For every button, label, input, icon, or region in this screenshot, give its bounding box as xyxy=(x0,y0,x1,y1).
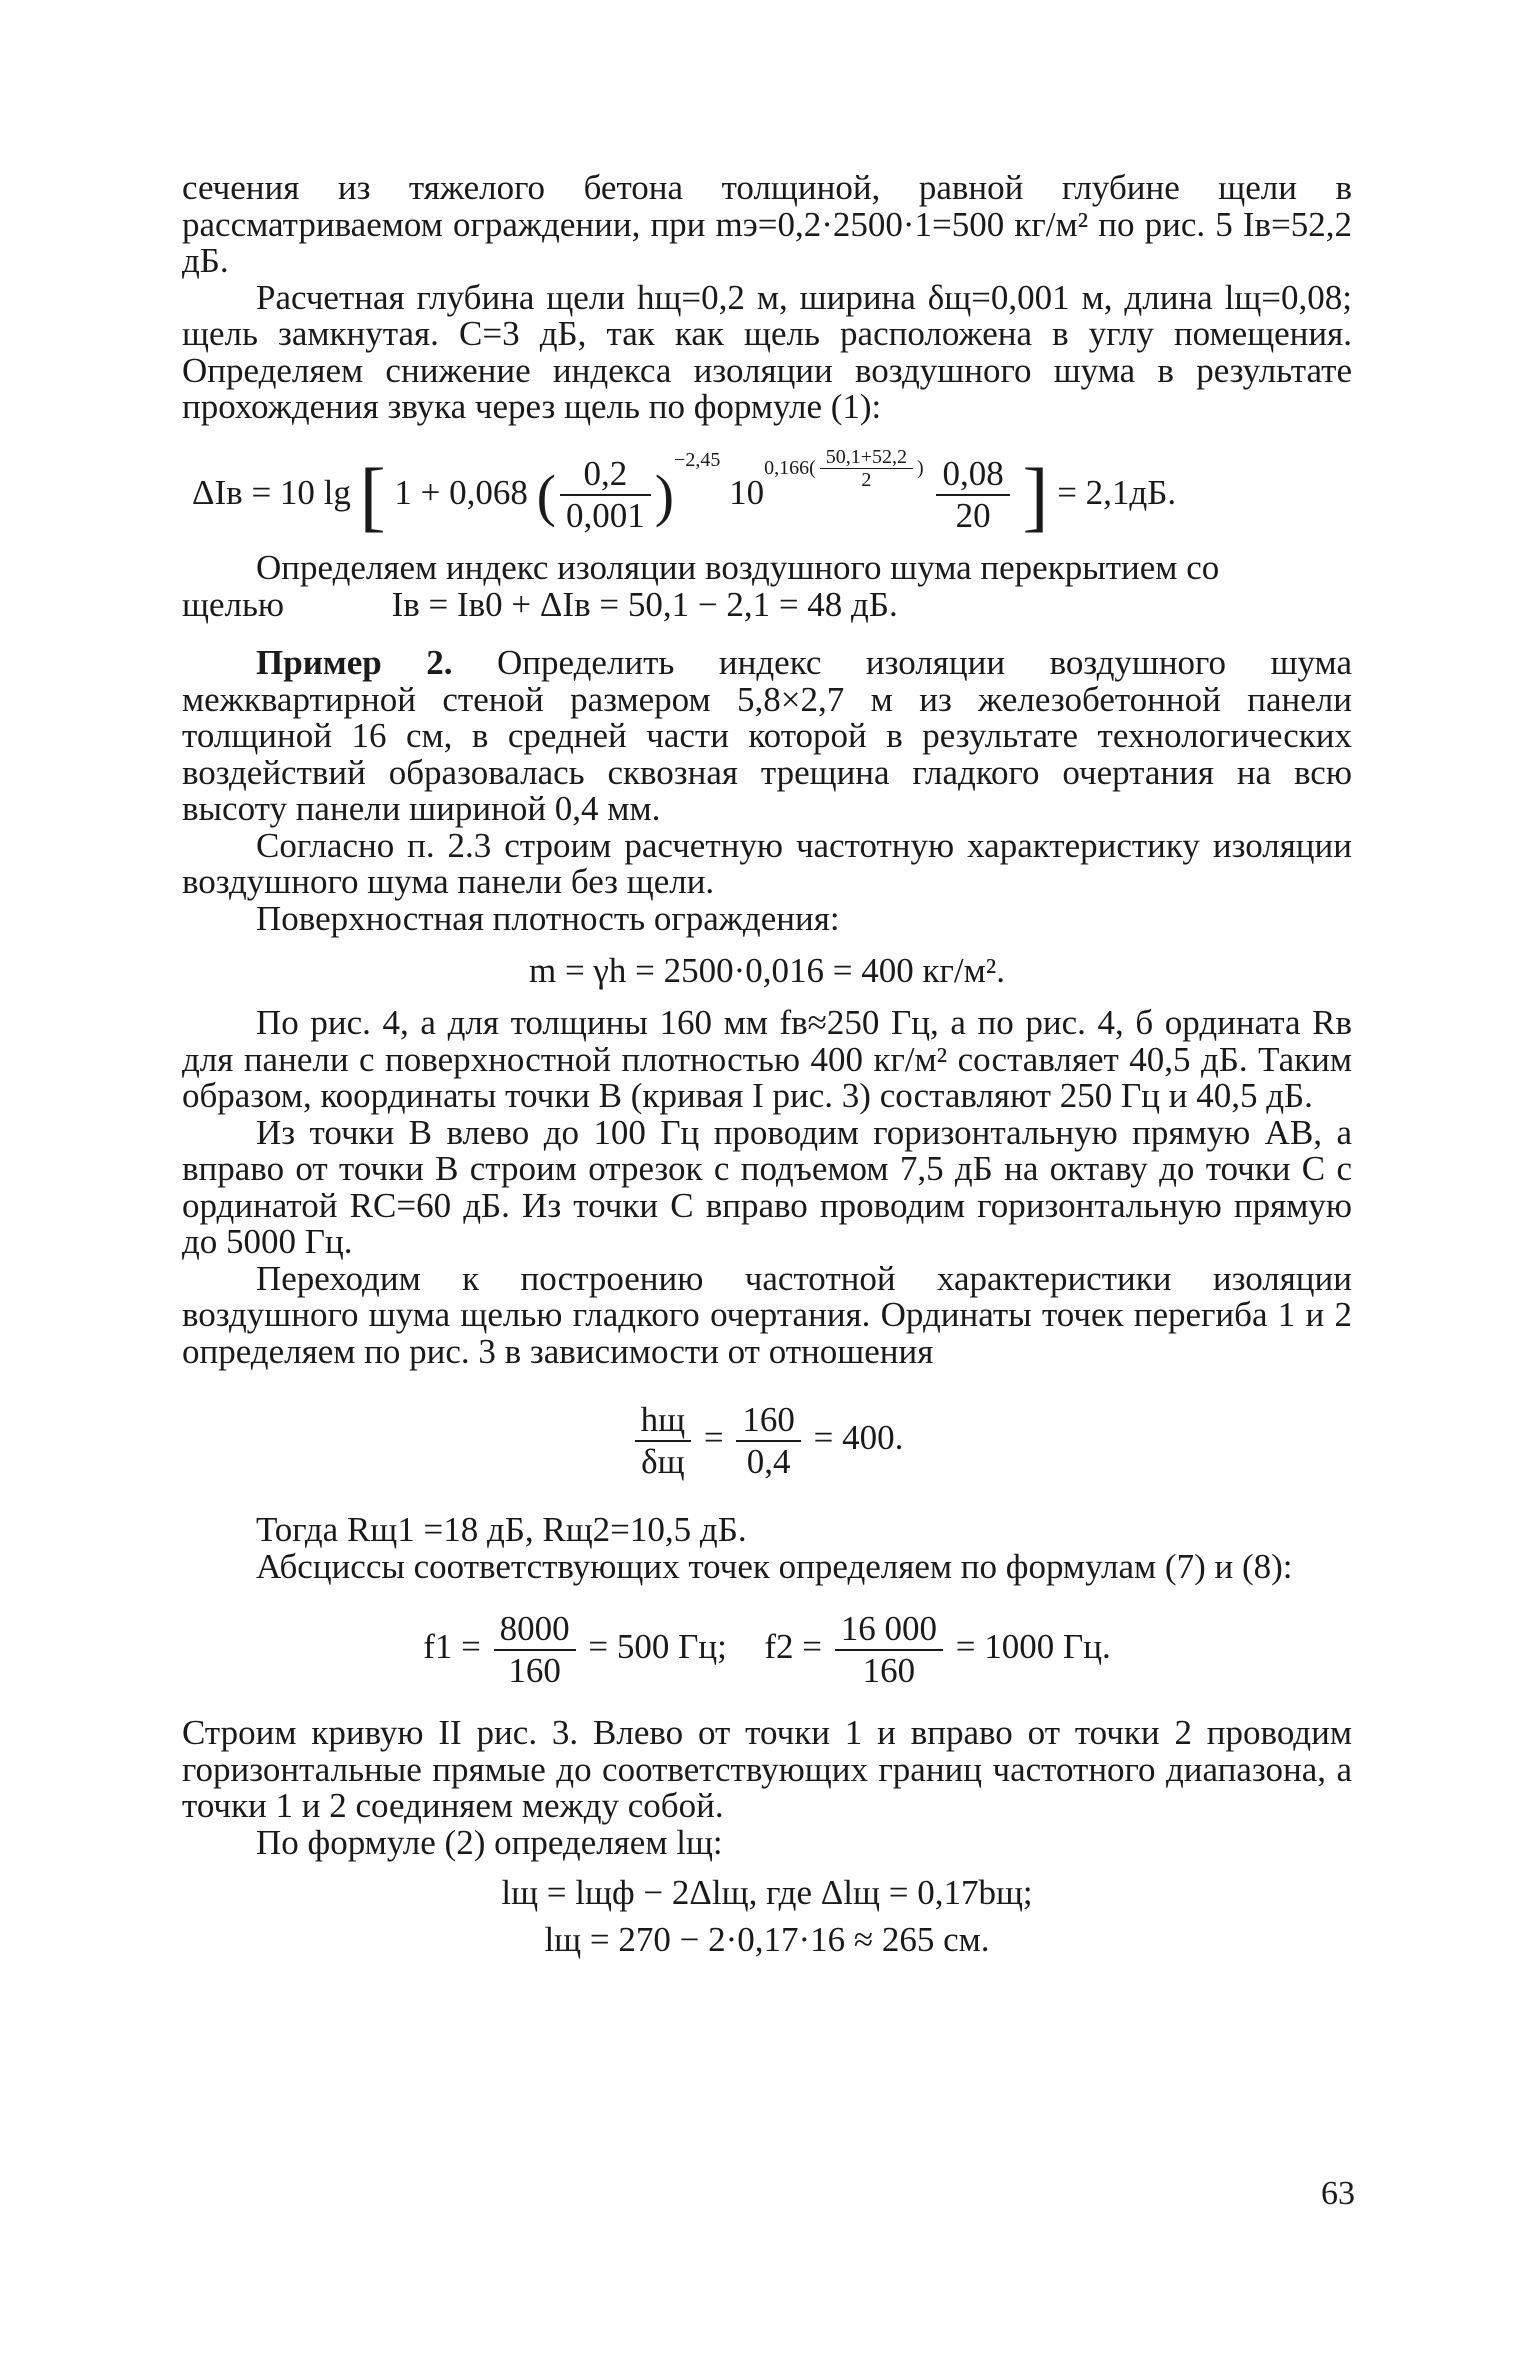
paragraph-7: По рис. 4, а для толщины 160 мм fв≈250 Гц, а по рис. 4, б ордината Rв для панели с поверхностной плотностью 400 кг/м² составляет 40,5 дБ. Таким образом, координаты точки B (кривая I рис. 3) составляют 250 Гц и 40,5 дБ. xyxy=(182,1003,1352,1116)
paragraph-11: Абсциссы соответствующих точек определяем по формулам (7) и (8): xyxy=(256,1546,1293,1586)
page-number: 63 xyxy=(1321,2175,1355,2212)
formula-2: m = γh = 2500·0,016 = 400 кг/м². xyxy=(528,951,1006,991)
paragraph-4: Пример 2. Определить индекс изоляции воздушного шума межквартирной стеной размером 5,8×2,7 м из железобетонной панели толщиной 16 см, в средней части которой в результате технологических воздействий образовалась сквозная трещина гладкого очертания на всю высоту панели шириной 0,4 мм. xyxy=(182,643,1352,829)
formula-3: $\frac{hщ}{\delta щ}$ = $\frac{160}{0,4}$ = 400. xyxy=(182,1400,1352,1482)
paragraph-10: Тогда Rщ1 =18 дБ, Rщ2=10,5 дБ. xyxy=(256,1510,747,1550)
formula-1-exp: −2,45 xyxy=(674,448,721,471)
paragraph-12: Строим кривую II рис. 3. Влево от точки 1 и вправо от точки 2 проводим горизонтальные прямые до соответствующих границ частотного диапазона, а точки 1 и 2 соединяем между собой. xyxy=(182,1713,1352,1826)
formula-1-rhs: = 2,1дБ. xyxy=(1057,472,1177,512)
page-body xyxy=(182,170,1352,1958)
paragraph-13: По формуле (2) определяем lщ: xyxy=(256,1822,723,1862)
paragraph-6: Поверхностная плотность ограждения: xyxy=(256,898,840,938)
formula-5: lщ = lщф − 2Δlщ, где Δlщ = 0,17bщ; xyxy=(501,1873,1033,1913)
formula-1: ΔIв = 10 lg [ 1 + 0,068 ( $\frac{0,2}{0,001}$ )$^{-2,45}$ $10^{0,166( \frac{50,1+52,2}{2} )}$ $\frac{0,08}{20}$ ] = 2,1дБ. xyxy=(192,446,1177,539)
formula-1-frac: $\frac{0,2}{0,001}$ xyxy=(560,454,651,536)
formula-1-lhs: ΔIв = 10 lg xyxy=(192,472,351,512)
paragraph-9: Переходим к построению частотной характеристики изоляции воздушного шума щелью гладкого очертания. Ординаты точек перегиба 1 и 2 определяем по рис. 3 в зависимости от отношения xyxy=(182,1258,1352,1371)
formula-1-one: 1 + 0,068 xyxy=(394,472,528,512)
paragraph-5: Согласно п. 2.3 строим расчетную частотную характеристику изоляции воздушного шума панели без щели. xyxy=(182,825,1352,902)
formula-1-ten: 10 xyxy=(729,472,765,512)
paragraph-3b xyxy=(182,584,1352,624)
paragraph-2: Расчетная глубина щели hщ=0,2 м, ширина δщ=0,001 м, длина lщ=0,08; щель замкнутая. C=3 дБ, так как щель расположена в углу помещения. Определяем снижение индекса изоляции воздушного шума в результате прохождения звука через щель по формуле (1): xyxy=(182,277,1352,426)
example-label: Пример 2. xyxy=(256,643,453,683)
formula-4: f1 = $\frac{8000}{160}$ = 500 Гц; f2 = $\frac{16 000}{160}$ = 1000 Гц. xyxy=(423,1609,1111,1691)
paragraph-3b-formula: Iв = Iв0 + ΔIв = 50,1 − 2,1 = 48 дБ. xyxy=(391,584,898,624)
formula-1-frac-2: $\frac{0,08}{20}$ xyxy=(936,454,1009,536)
paragraph-8: Из точки B влево до 100 Гц проводим горизонтальную прямую AB, а вправо от точки B строим отрезок с подъемом 7,5 дБ на октаву до точки C с ординатой RC=60 дБ. Из точки C вправо проводим горизонтальную прямую до 5000 Гц. xyxy=(182,1112,1352,1262)
formula-6: lщ = 270 − 2·0,17·16 ≈ 265 см. xyxy=(544,1919,990,1959)
paragraph-1: сечения из тяжелого бетона толщиной, равной глубине щели в рассматриваемом ограждении, при mэ=0,2·2500·1=500 кг/м² по рис. 5 Iв=52,2 дБ. xyxy=(182,168,1352,280)
paragraph-3: Определяем индекс изоляции воздушного шума перекрытием со xyxy=(256,548,1220,588)
paragraph-3b-word: щелью xyxy=(182,584,285,624)
